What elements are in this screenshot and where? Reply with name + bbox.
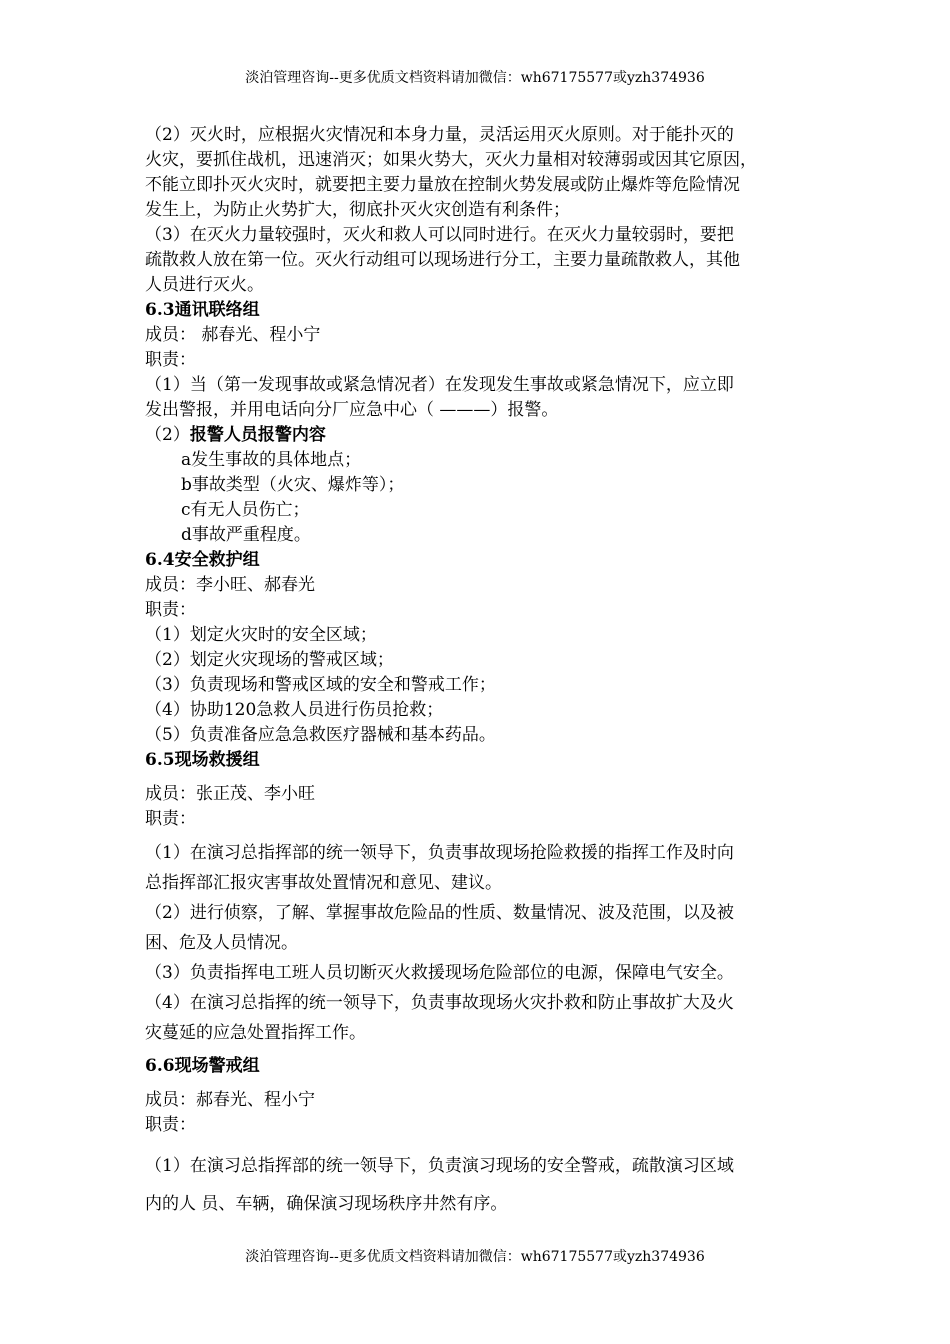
page-header: 淡泊管理咨询--更多优质文档资料请加微信：wh67175577或yzh374936 xyxy=(245,70,705,86)
section-title: 6.5现场救援组 xyxy=(145,750,260,770)
text-line: （2）进行侦察，了解、掌握事故危险品的性质、数量情况、波及范围，以及被 xyxy=(145,903,734,923)
list-item: （5）负责准备应急急救医疗器械和基本药品。 xyxy=(145,725,496,745)
text-line: 发出警报，并用电话向分厂应急中心（ ———）报警。 xyxy=(145,400,559,420)
members-line: 成员：李小旺、郝春光 xyxy=(145,575,315,595)
section-6-4 xyxy=(145,548,825,748)
sub-item: c有无人员伤亡； xyxy=(181,500,310,520)
text-line: 灾蔓延的应急处置指挥工作。 xyxy=(145,1023,366,1043)
text-line: （4）在演习总指挥的统一领导下，负责事故现场火灾扑救和防止事故扩大及火 xyxy=(145,993,734,1013)
text-line: （1）当（第一发现事故或紧急情况者）在发现发生事故或紧急情况下，应立即 xyxy=(145,375,734,395)
text-line: 困、危及人员情况。 xyxy=(145,933,298,953)
section-title: 6.6现场警戒组 xyxy=(145,1056,260,1076)
text-line: 火灾，要抓住战机，迅速消灭；如果火势大，灭火力量相对较薄弱或因其它原因， xyxy=(145,150,757,170)
section-6-6 xyxy=(145,1054,825,1223)
list-item: （2）划定火灾现场的警戒区域； xyxy=(145,650,394,670)
text-line: 总指挥部汇报灾害事故处置情况和意见、建议。 xyxy=(145,873,502,893)
section-6-5 xyxy=(145,748,825,1048)
alarm-content-heading xyxy=(145,423,825,448)
text-line: （3）负责指挥电工班人员切断灭火救援现场危险部位的电源，保障电气安全。 xyxy=(145,963,734,983)
duty-label: 职责： xyxy=(145,1115,196,1135)
section-title: 6.4安全救护组 xyxy=(145,550,260,570)
members-line: 成员：郝春光、程小宁 xyxy=(145,1090,315,1110)
text-line: （3）在灭火力量较强时，灭火和救人可以同时进行。在灭火力量较弱时，要把 xyxy=(145,225,734,245)
section-title: 6.3通讯联络组 xyxy=(145,300,260,320)
item-title: 报警人员报警内容 xyxy=(189,425,326,445)
text-line: （1）在演习总指挥部的统一领导下，负责事故现场抢险救援的指挥工作及时向 xyxy=(145,843,734,863)
text-line: 人员进行灭火。 xyxy=(145,275,264,295)
paragraph-fire-2 xyxy=(145,123,825,223)
members-line: 成员： 郝春光、程小宁 xyxy=(145,325,321,345)
text-line: 疏散救人放在第一位。灭火行动组可以现场进行分工，主要力量疏散救人，其他 xyxy=(145,250,740,270)
text-line: （1）在演习总指挥部的统一领导下，负责演习现场的安全警戒，疏散演习区域 xyxy=(145,1156,734,1176)
text-line: 内的人 员、车辆，确保演习现场秩序井然有序。 xyxy=(145,1194,508,1214)
text-line: 不能立即扑灭火灾时，就要把主要力量放在控制火势发展或防止爆炸等危险情况 xyxy=(145,175,740,195)
list-item: （4）协助120急救人员进行伤员抢救； xyxy=(145,700,444,720)
list-item: （1）划定火灾时的安全区域； xyxy=(145,625,377,645)
document-body xyxy=(145,123,825,1223)
sub-item: d事故严重程度。 xyxy=(181,525,311,545)
members-line: 成员：张正茂、李小旺 xyxy=(145,784,315,804)
duty-label: 职责： xyxy=(145,350,196,370)
sub-item: a发生事故的具体地点； xyxy=(181,450,362,470)
paragraph-fire-3 xyxy=(145,223,825,298)
text-line: （2）灭火时，应根据火灾情况和本身力量，灵活运用灭火原则。对于能扑灭的 xyxy=(145,125,734,145)
text-line: 发生上，为防止火势扩大，彻底扑灭火灾创造有利条件； xyxy=(145,200,570,220)
duty-label: 职责： xyxy=(145,809,196,829)
sub-item: b事故类型（火灾、爆炸等）； xyxy=(181,475,405,495)
page-footer: 淡泊管理咨询--更多优质文档资料请加微信：wh67175577或yzh374936 xyxy=(245,1249,705,1265)
section-6-3 xyxy=(145,298,825,548)
item-number: （2） xyxy=(145,425,190,445)
list-item: （3）负责现场和警戒区域的安全和警戒工作； xyxy=(145,675,496,695)
duty-label: 职责： xyxy=(145,600,196,620)
